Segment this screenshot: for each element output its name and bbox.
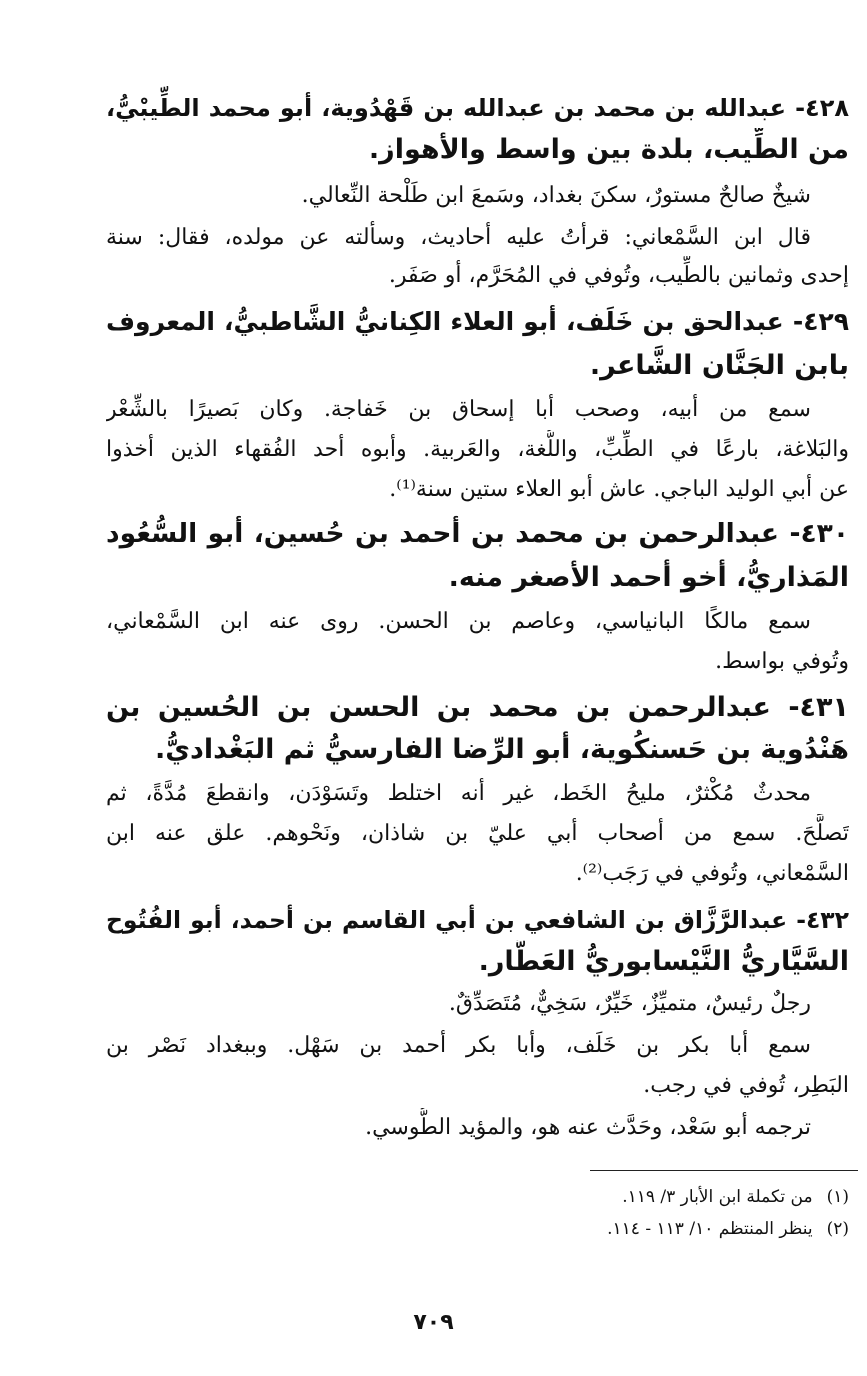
entry-432-paragraph-1: رجلٌ رئيسٌ، متميِّزٌ، خَيِّرٌ، سَخِيٌّ، مُتَصَدِّقٌ. [448,991,811,1016]
entry-431-paragraph-1-line-3: السَّمْعاني، وتُوفي في رَجَب⁽²⁾. [575,861,849,886]
entry-430-heading-line-1: ٤٣٠- عبدالرحمن بن محمد بن أحمد بن حُسين، أبو السُّعُود [106,518,849,549]
footnote-separator [590,1170,858,1171]
entry-432-paragraph-2-line-2: البَطِر، تُوفي في رجب. [643,1073,849,1098]
footnote-2 [607,1214,849,1244]
footnote-1 [622,1182,849,1212]
entry-431-paragraph-1-line-2: تَصلَّحَ. سمع من أصحاب أبي عليّ بن شاذان، ونَحْوهم. علق عنه ابن [106,821,849,846]
entry-429-paragraph-1-line-3: عن أبي الوليد الباجي. عاش أبو العلاء ستين سنة⁽¹⁾. [389,477,849,502]
entry-429-heading-line-1: ٤٢٩- عبدالحق بن خَلَف، أبو العلاء الكِنانيُّ الشَّاطبيُّ، المعروف [106,307,849,336]
entry-430-heading-line-2: المَذاريُّ، أخو أحمد الأصغر منه. [448,562,849,593]
entry-431-heading-line-1: ٤٣١- عبدالرحمن بن محمد بن الحسن بن الحُسين بن [106,692,849,723]
entry-428-paragraph-2-line-2: إحدى وثمانين بالطِّيب، وتُوفي في المُحَرَّم، أو صَفَر. [388,263,849,288]
entry-428-heading-line-2: من الطِّيب، بلدة بين واسط والأهواز. [368,134,849,165]
entry-430-paragraph-1-line-1: سمع مالكًا البانياسي، وعاصم بن الحسن. روى عنه ابن السَّمْعاني، [106,609,811,634]
entry-432-paragraph-2-line-1: سمع أبا بكر بن خَلَف، وأبا بكر أحمد بن سَهْل. وببغداد نَصْر بن [106,1033,811,1058]
entry-429-heading-line-2: بابن الجَنَّان الشَّاعر. [589,350,849,381]
entry-432-heading-line-2: السَّيَّاريُّ النَّيْسابوريُّ العَطَّار. [478,946,849,977]
entry-432-heading-line-1: ٤٣٢- عبدالرَّزَّاق بن الشافعي بن أبي القاسم بن أحمد، أبو الفُتُوح [106,906,849,934]
entry-428-paragraph-2-line-1: قال ابن السَّمْعاني: قرأتُ عليه أحاديث، وسألته عن مولده، فقال: سنة [106,225,811,250]
entry-429-paragraph-1-line-2: والبَلاغة، بارعًا في الطِّبِّ، واللُّغة، والعَربية. وأبوه أحد الفُقهاء الذين أخذوا [106,437,849,462]
entry-429-paragraph-1-line-1: سمع من أبيه، وصحب أبا إسحاق بن خَفاجة. وكان بَصيرًا بالشِّعْر [106,397,811,422]
entry-430-paragraph-1-line-2: وتُوفي بواسط. [715,649,849,674]
entry-431-paragraph-1-line-1: محدثٌ مُكْثرٌ، مليحُ الخَط، غير أنه اختلط وتَسَوْدَن، وانقطعَ مُدَّةً، ثم [106,781,811,806]
entry-428-paragraph-1: شيخٌ صالحٌ مستورٌ، سكنَ بغداد، وسَمعَ ابن طَلْحة النِّعالي. [301,183,811,208]
footnote-2-number: (٢) [826,1219,849,1239]
footnote-1-text: من تكملة ابن الأبار ٣/ ١١٩. [622,1187,813,1207]
entry-428-heading-line-1: ٤٢٨- عبدالله بن محمد بن عبدالله بن قَهْدُوية، أبو محمد الطِّيبْيُّ، [106,94,849,122]
footnote-1-number: (١) [826,1187,849,1207]
page-number: ٧٠٩ [413,1310,454,1335]
entry-432-paragraph-3: ترجمه أبو سَعْد، وحَدَّث عنه هو، والمؤيد الطُّوسي. [365,1115,811,1140]
footnote-2-text: ينظر المنتظم ١٠/ ١١٣ - ١١٤. [607,1219,813,1239]
entry-431-heading-line-2: هَنْدُوية بن حَسنكُوية، أبو الرِّضا الفارسيُّ ثم البَغْداديُّ. [154,734,849,765]
